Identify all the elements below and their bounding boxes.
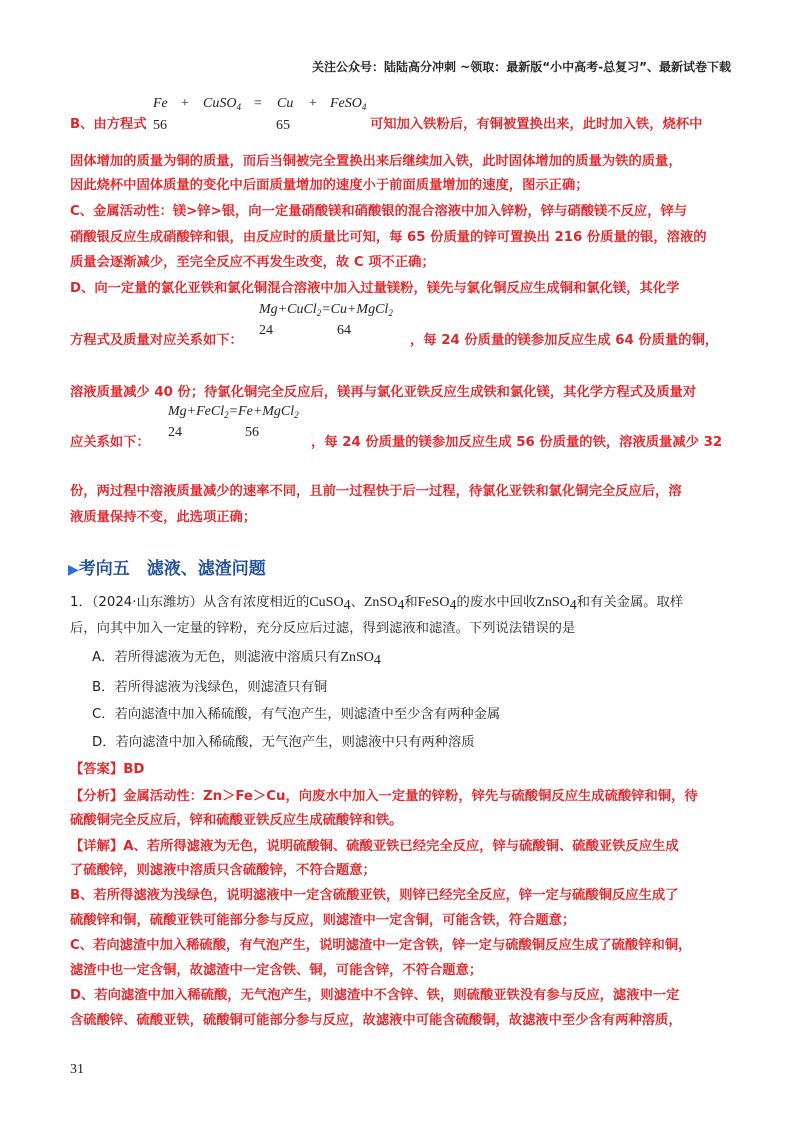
paragraph-line: 固体增加的质量为铜的质量，而后当铜被完全置换出来后继续加入铁，此时固体增加的质量为铁的质量， bbox=[70, 154, 682, 169]
mass-fe: 56 bbox=[245, 425, 259, 440]
detail-line: 含硫酸锌、硫酸亚铁，硫酸铜可能部分参与反应，故滤液中可能含硫酸铜，故滤液中至少含有两种溶质， bbox=[70, 1013, 682, 1028]
paragraph-line: ，每 24 份质量的镁参加反应生成 56 份质量的铁，溶液质量减少 32 bbox=[311, 435, 723, 450]
equation-mg-fecl2: Mg+FeCl$_2$=Fe+MgCl$_2$ bbox=[168, 404, 299, 420]
equation-mg-cucl2: Mg+CuCl$_2$=Cu+MgCl$_2$ bbox=[259, 302, 393, 318]
mass-mg: 24 bbox=[259, 323, 273, 338]
detail-line: 【详解】A、若所得滤液为无色，说明硫酸铜、硫酸亚铁已经完全反应，锌与硫酸铜、硫酸亚铁反应生成 bbox=[70, 839, 679, 854]
section-heading: ▶考向五 滤液、滤渣问题 bbox=[68, 559, 266, 579]
detail-line: 硫酸锌和铜，硫酸亚铁可能部分参与反应，则滤渣中一定含铜，可能含铁，符合题意； bbox=[70, 913, 576, 928]
paragraph-line: 方程式及质量对应关系如下： bbox=[70, 333, 243, 348]
detail-line: D、若向滤渣中加入稀硫酸，无气泡产生，则滤渣中不含锌、铁，则硫酸亚铁没有参与反应，滤液中一定 bbox=[70, 988, 680, 1003]
equation-plus: + bbox=[180, 96, 190, 111]
equation-plus: + bbox=[308, 96, 318, 111]
mass-mg: 24 bbox=[168, 425, 182, 440]
page-number: 31 bbox=[70, 1062, 84, 1077]
mass-cu: 64 bbox=[337, 323, 351, 338]
mass-cu: 65 bbox=[276, 118, 290, 133]
question-line-1: 1．（2024·山东潍坊）从含有浓度相近的CuSO$_4$、ZnSO$_4$和FeSO$_4$的废水中回收ZnSO$_4$和有关金属。取样 bbox=[70, 595, 684, 613]
option-b-explain-suffix: 可知加入铁粉后，有铜被置换出来，此时加入铁，烧杯中 bbox=[370, 117, 703, 132]
option-a: A．若所得滤液为无色，则滤液中溶质只有ZnSO$_4$ bbox=[92, 650, 381, 668]
analysis-line-2: 硫酸铜完全反应后，锌和硫酸亚铁反应生成硫酸锌和铁。 bbox=[70, 813, 403, 828]
equation-equals: = bbox=[253, 96, 263, 111]
detail-line: 滤渣中也一定含铜，故滤渣中一定含铁、铜，可能含锌，不符合题意； bbox=[70, 963, 483, 978]
paragraph-line: 硝酸银反应生成硝酸锌和银，由反应时的质量比可知，每 65 份质量的锌可置换出 216 份质量的银，溶液的 bbox=[70, 230, 707, 245]
option-c: C．若向滤渣中加入稀硫酸，有气泡产生，则滤渣中至少含有两种金属 bbox=[92, 707, 501, 722]
mass-fe: 56 bbox=[153, 118, 167, 133]
paragraph-line: 应关系如下： bbox=[70, 435, 150, 450]
paragraph-line: 液质量保持不变，此选项正确； bbox=[70, 510, 257, 525]
detail-line: 了硫酸锌，则滤液中溶质只含硫酸锌，不符合题意； bbox=[70, 863, 376, 878]
equation-cu: Cu bbox=[277, 96, 294, 111]
paragraph-line: D、向一定量的氯化亚铁和氯化铜混合溶液中加入过量镁粉，镁先与氯化铜反应生成铜和氯化镁，其化学 bbox=[70, 281, 680, 296]
page-header: 关注公众号：陆陆高分冲刺 ~领取：最新版“小中高考-总复习”、最新试卷下载 bbox=[312, 60, 731, 74]
detail-line: B、若所得滤液为浅绿色，说明滤液中一定含硫酸亚铁，则锌已经完全反应，锌一定与硫酸铜反应生成了 bbox=[70, 888, 679, 903]
option-b: B．若所得滤液为浅绿色，则滤渣只有铜 bbox=[92, 680, 328, 695]
option-d: D．若向滤渣中加入稀硫酸，无气泡产生，则滤液中只有两种溶质 bbox=[92, 735, 475, 750]
paragraph-line: 因此烧杯中固体质量的变化中后面质量增加的速度小于前面质量增加的速度，图示正确； bbox=[70, 178, 589, 193]
paragraph-line: 质量会逐渐减少，至完全反应不再发生改变，故 C 项不正确； bbox=[70, 255, 435, 270]
paragraph-line: 溶液质量减少 40 份；待氯化铜完全反应后，镁再与氯化亚铁反应生成铁和氯化镁，其化学方程式及质量对 bbox=[70, 385, 697, 400]
detail-line: C、若向滤渣中加入稀硫酸，有气泡产生，说明滤渣中一定含铁，锌一定与硫酸铜反应生成了硫酸锌和铜， bbox=[70, 938, 692, 953]
paragraph-line: C、金属活动性：镁>锌>银，向一定量硝酸镁和硝酸银的混合溶液中加入锌粉，锌与硝酸镁不反应，锌与 bbox=[70, 204, 688, 219]
question-line-2: 后，向其中加入一定量的锌粉，充分反应后过滤，得到滤液和滤渣。下列说法错误的是 bbox=[70, 621, 576, 636]
option-b-explain-prefix: B、由方程式 bbox=[70, 117, 147, 132]
analysis-line-1: 【分析】金属活动性：Zn＞Fe＞Cu，向废水中加入一定量的锌粉，锌先与硫酸铜反应生成硫酸锌和铜，待 bbox=[70, 789, 698, 804]
equation-fe: Fe bbox=[153, 96, 168, 111]
equation-cuso4: CuSO$_4$ bbox=[203, 96, 241, 112]
equation-feso4: FeSO$_4$ bbox=[330, 96, 367, 112]
answer: 【答案】BD bbox=[70, 762, 145, 777]
paragraph-line: 份，两过程中溶液质量减少的速率不同，且前一过程快于后一过程，待氯化亚铁和氯化铜完全反应后，溶 bbox=[70, 484, 682, 499]
paragraph-line: ，每 24 份质量的镁参加反应生成 64 份质量的铜， bbox=[410, 333, 719, 348]
triangle-bullet-icon: ▶ bbox=[68, 562, 79, 578]
